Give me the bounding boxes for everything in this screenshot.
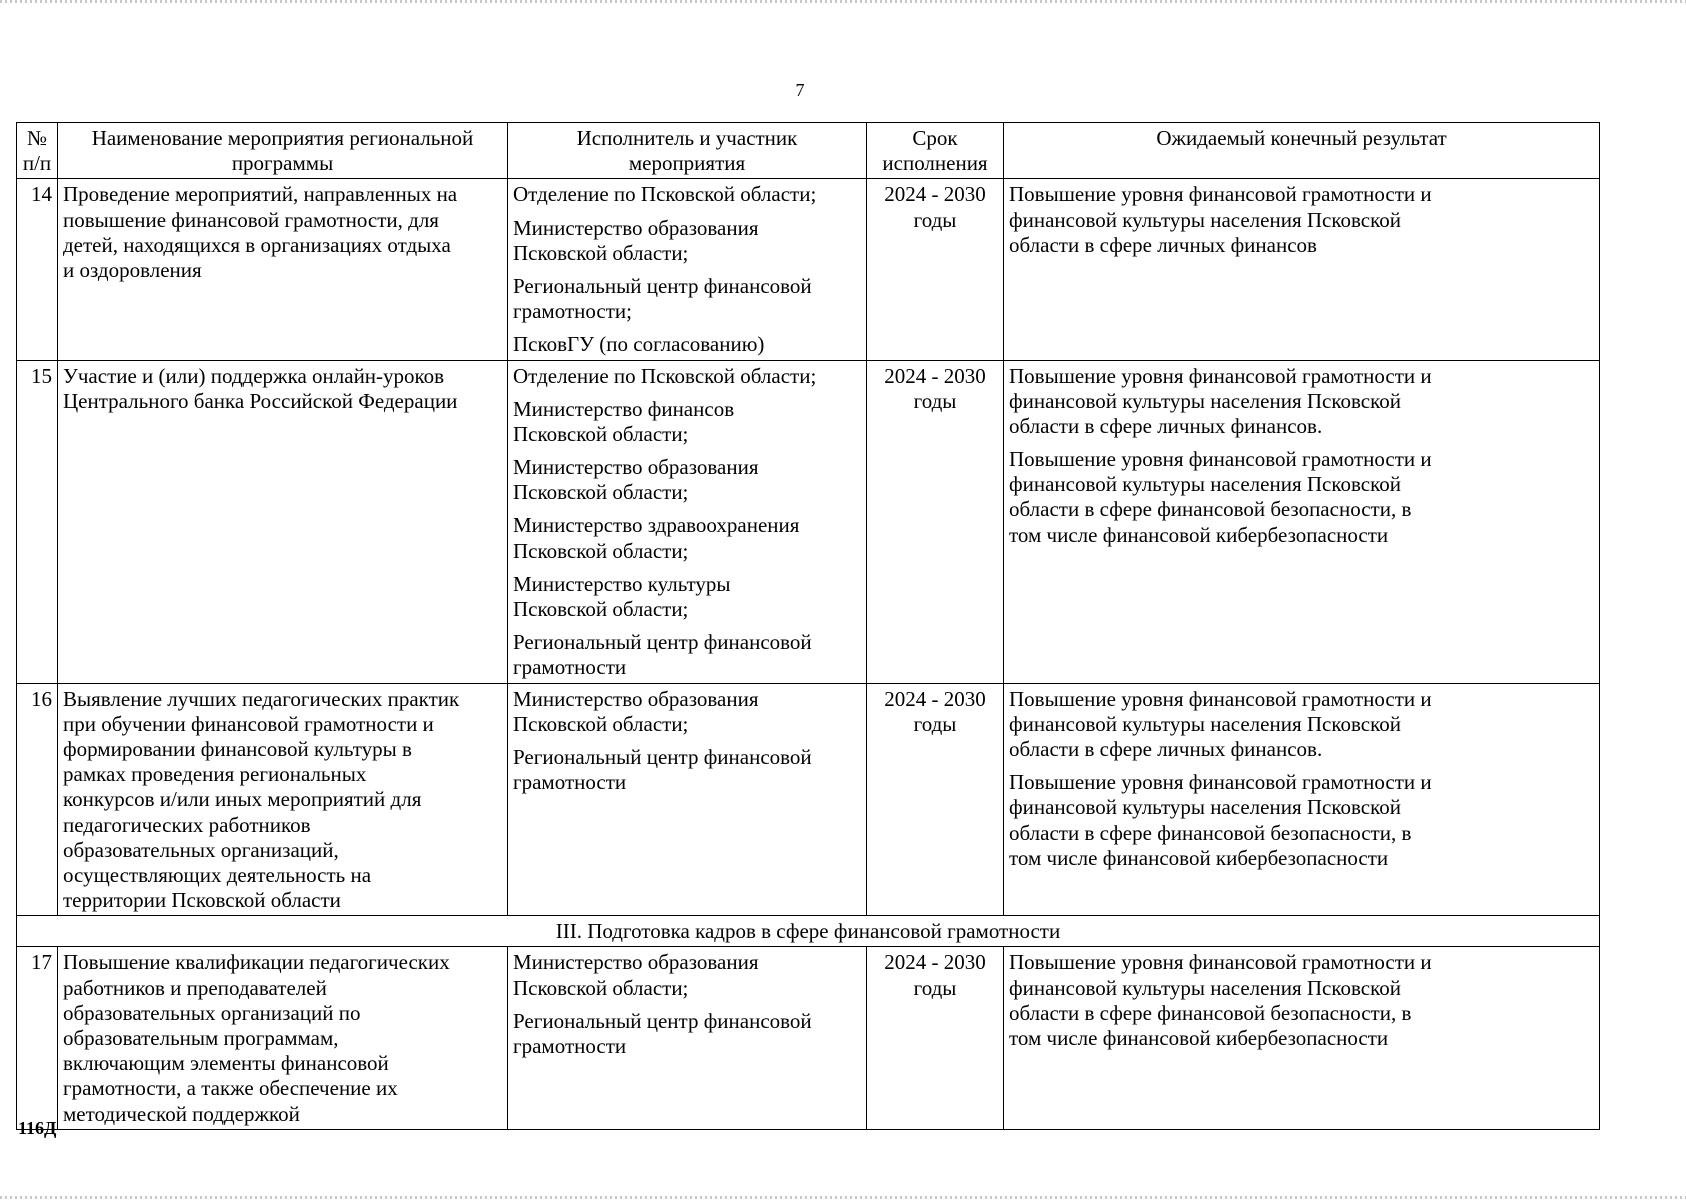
measure-name-cell [58, 179, 508, 360]
table-header-row [17, 123, 1600, 179]
section-title: III. Подготовка кадров в сфере финансовой грамотности [17, 916, 1600, 947]
executor-line: Министерство образования [513, 215, 759, 240]
measure-name-line: осуществляющих деятельность на [63, 862, 372, 887]
table-row [17, 360, 1600, 683]
measure-name-line: и оздоровления [63, 257, 202, 282]
result-line: финансовой культуры населения Псковской [1009, 975, 1401, 1000]
executor-line: Министерство культуры [513, 571, 731, 596]
executor-entry [513, 630, 861, 680]
program-measures-table [16, 122, 1600, 1130]
result-line: финансовой культуры населения Псковской [1009, 472, 1401, 497]
term-cell [867, 179, 1004, 360]
term-line: годы [913, 975, 957, 1000]
measure-name-line: Центрального банка Российской Федерации [63, 388, 458, 413]
table-body [17, 179, 1600, 1129]
result-cell [1004, 179, 1600, 360]
result-cell [1004, 360, 1600, 683]
executor-line: Отделение по Псковской области; [513, 182, 817, 207]
result-paragraph [1009, 950, 1594, 1051]
result-line: том числе финансовой кибербезопасности [1009, 522, 1389, 547]
executor-line: Псковской области; [513, 480, 689, 505]
executor-line: грамотности [513, 1034, 627, 1058]
header-line: № [26, 126, 48, 150]
term-cell [867, 360, 1004, 683]
table-row [17, 683, 1600, 916]
section-row [17, 916, 1600, 947]
term-cell [867, 683, 1004, 916]
result-line: области в сфере финансовой безопасности, в [1009, 497, 1412, 522]
header-line: программы [231, 151, 334, 176]
term-cell [867, 947, 1004, 1129]
result-line: области в сфере личных финансов. [1009, 413, 1323, 438]
row-number: 17 [17, 947, 58, 1129]
executor-entry [513, 216, 861, 266]
executor-entry [513, 572, 861, 622]
measure-name-line: детей, находящихся в организациях отдыха [63, 232, 451, 257]
header-num [17, 123, 58, 179]
header-line: исполнения [882, 151, 988, 176]
header-line: мероприятия [628, 151, 746, 176]
measure-name-line: при обучении финансовой грамотности и [63, 711, 434, 736]
executor-cell [508, 947, 867, 1129]
result-line: том числе финансовой кибербезопасности [1009, 845, 1389, 870]
executor-line: Псковской области; [513, 975, 689, 1000]
measure-name-line: Выявление лучших педагогических практик [63, 686, 460, 711]
result-line: Повышение уровня финансовой грамотности и [1009, 950, 1432, 975]
table-row [17, 179, 1600, 360]
result-line: Повышение уровня финансовой грамотности и [1009, 770, 1432, 795]
table-row [17, 947, 1600, 1129]
executor-line: Региональный центр финансовой [513, 1008, 812, 1033]
executor-line: Министерство образования [513, 455, 759, 480]
executor-line: грамотности [513, 655, 627, 680]
result-paragraph [1009, 447, 1594, 548]
executor-line: Региональный центр финансовой [513, 630, 812, 655]
term-line: 2024 - 2030 [884, 363, 986, 388]
page-number: 7 [795, 80, 805, 100]
scan-top-edge [0, 0, 1686, 3]
executor-line: Региональный центр финансовой [513, 273, 812, 298]
executor-entry [513, 274, 861, 324]
measure-name-line: методической поддержкой [63, 1101, 300, 1126]
executor-line: грамотности; [513, 299, 632, 324]
executor-line: Министерство образования [513, 686, 759, 711]
scan-bottom-edge [0, 1196, 1686, 1199]
measure-name-line: образовательным программам, [63, 1026, 339, 1050]
term-line: 2024 - 2030 [884, 182, 986, 207]
measure-name-line: образовательных организаций по [63, 1000, 361, 1025]
measure-name-line: педагогических работников [63, 812, 311, 837]
executor-entry [513, 332, 861, 357]
executor-cell [508, 360, 867, 683]
executor-line: Псковской области; [513, 421, 689, 446]
header-result [1004, 123, 1600, 179]
result-line: финансовой культуры населения Псковской [1009, 795, 1401, 820]
term-line: годы [913, 711, 957, 736]
header-line: п/п [22, 151, 52, 176]
executor-line: Отделение по Псковской области; [513, 363, 817, 388]
result-line: финансовой культуры населения Псковской [1009, 711, 1401, 736]
executor-line: Псковской области; [513, 597, 689, 621]
measure-name-line: грамотности, а также обеспечение их [63, 1076, 398, 1101]
measure-name-line: территории Псковской области [63, 888, 341, 913]
executor-entry [513, 182, 861, 207]
result-line: том числе финансовой кибербезопасности [1009, 1026, 1389, 1050]
row-number: 15 [17, 360, 58, 683]
result-line: области в сфере финансовой безопасности, в [1009, 1000, 1412, 1025]
result-line: Повышение уровня финансовой грамотности и [1009, 686, 1432, 711]
result-line: области в сфере личных финансов [1009, 232, 1317, 257]
result-line: финансовой культуры населения Псковской [1009, 207, 1401, 232]
result-line: области в сфере личных финансов. [1009, 736, 1323, 761]
measure-name-line: образовательных организаций, [63, 837, 339, 862]
document-code: 116Д [18, 1118, 57, 1138]
measure-name-line: Участие и (или) поддержка онлайн-уроков [63, 363, 445, 388]
term-line: годы [913, 207, 957, 232]
row-number: 16 [17, 683, 58, 916]
executor-entry [513, 455, 861, 505]
executor-line: Министерство финансов [513, 396, 735, 421]
measure-name-cell [58, 360, 508, 683]
result-cell [1004, 683, 1600, 916]
executor-cell [508, 179, 867, 360]
executor-entry [513, 745, 861, 795]
header-line: Наименование мероприятия региональной [91, 126, 474, 150]
result-cell [1004, 947, 1600, 1129]
term-line: 2024 - 2030 [884, 686, 986, 711]
result-paragraph [1009, 687, 1594, 763]
measure-name-line: включающим элементы финансовой [63, 1051, 389, 1076]
measure-name-line: работников и преподавателей [63, 975, 327, 1000]
result-line: Повышение уровня финансовой грамотности и [1009, 363, 1432, 388]
executor-line: Министерство здравоохранения [513, 513, 800, 538]
measure-name-cell [58, 683, 508, 916]
result-paragraph [1009, 364, 1594, 440]
result-line: финансовой культуры населения Псковской [1009, 388, 1401, 413]
term-line: 2024 - 2030 [884, 950, 986, 975]
row-number: 14 [17, 179, 58, 360]
executor-line: Министерство образования [513, 950, 759, 975]
measure-name-line: Повышение квалификации педагогических [63, 950, 450, 975]
executor-line: Псковской области; [513, 538, 689, 563]
executor-entry [513, 1009, 861, 1059]
executor-entry [513, 513, 861, 563]
header-executor [508, 123, 867, 179]
executor-entry [513, 950, 861, 1000]
result-paragraph [1009, 182, 1594, 258]
measure-name-line: конкурсов и/или иных мероприятий для [63, 787, 422, 812]
executor-cell [508, 683, 867, 916]
header-line: Исполнитель и участник [576, 126, 798, 150]
executor-line: грамотности [513, 770, 627, 795]
measure-name-line: повышение финансовой грамотности, для [63, 207, 439, 232]
term-line: годы [913, 388, 957, 413]
header-line: Срок [912, 126, 958, 150]
header-name [58, 123, 508, 179]
result-line: Повышение уровня финансовой грамотности и [1009, 447, 1432, 472]
executor-entry [513, 687, 861, 737]
executor-line: Псковской области; [513, 711, 689, 736]
executor-entry [513, 397, 861, 447]
result-paragraph [1009, 770, 1594, 871]
result-line: области в сфере финансовой безопасности, в [1009, 820, 1412, 845]
executor-entry [513, 364, 861, 389]
executor-line: Региональный центр финансовой [513, 744, 812, 769]
header-line: Ожидаемый конечный результат [1156, 126, 1447, 150]
measure-name-line: Проведение мероприятий, направленных на [63, 182, 458, 207]
executor-line: ПсковГУ (по согласованию) [513, 332, 765, 357]
executor-line: Псковской области; [513, 240, 689, 265]
measure-name-cell [58, 947, 508, 1129]
header-term [867, 123, 1004, 179]
measure-name-line: рамках проведения региональных [63, 762, 367, 787]
measure-name-line: формировании финансовой культуры в [63, 736, 412, 761]
result-line: Повышение уровня финансовой грамотности и [1009, 182, 1432, 207]
